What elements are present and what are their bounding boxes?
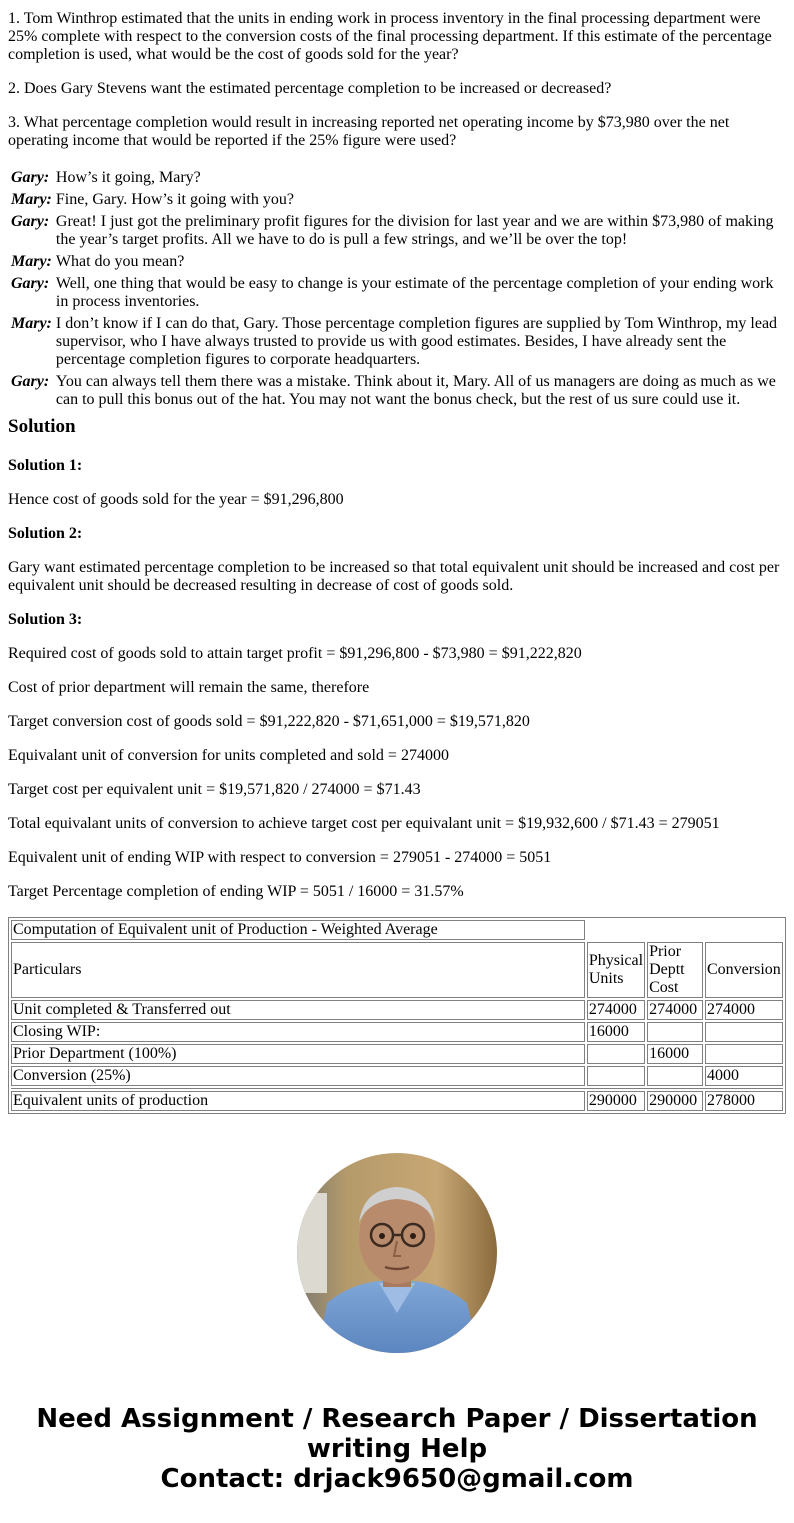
speaker-name: Gary: [11, 275, 50, 292]
speaker-name: Mary: [11, 315, 52, 332]
dialogue-line [10, 168, 784, 188]
solution-3-line: Required cost of goods sold to attain target profit = $91,296,800 - $73,980 = $91,222,820 [8, 645, 582, 662]
speaker-name: Gary: [11, 169, 50, 186]
contact-email: Contact: drjack9650@gmail.com [160, 1464, 634, 1494]
table-cell: 274000 [705, 1000, 783, 1020]
table-cell: 274000 [587, 1000, 645, 1020]
dialogue-text: Fine, Gary. How’s it going with you? [55, 191, 294, 208]
solution-2-text: Gary want estimated percentage completion to be increased so that total equivalent unit should be increased and cost per equivalent unit should be decreased resulting in decrease of cost of goods sold. [8, 559, 780, 594]
help-advertisement [0, 1404, 794, 1494]
dialogue-text: What do you mean? [55, 253, 185, 270]
question-1: 1. Tom Winthrop estimated that the units in ending work in process inventory in the final processing department were 25% complete with respect to the conversion costs of the final processing department. If this estimate of the percentage completion is used, what would be the cost of goods sold for the year? [8, 10, 772, 63]
table-cell: 4000 [705, 1066, 783, 1086]
solution-1-text: Hence cost of goods sold for the year = $91,296,800 [8, 491, 344, 508]
table-row [11, 1000, 783, 1020]
solution-2-title: Solution 2: [8, 525, 83, 542]
table-title-row [11, 920, 783, 940]
table-cell: 16000 [647, 1044, 703, 1064]
dialogue-text: How’s it going, Mary? [55, 169, 201, 186]
table-cell: Prior Department (100%) [11, 1044, 585, 1064]
speaker-name: Mary: [11, 191, 52, 208]
table-cell: 290000 [647, 1091, 703, 1111]
author-photo [297, 1153, 497, 1353]
dialogue-line [10, 274, 784, 312]
table-cell: Conversion (25%) [11, 1066, 585, 1086]
ad-line: writing Help [306, 1434, 488, 1464]
table-row [11, 1066, 783, 1086]
column-header: Physical Units [587, 942, 645, 998]
speaker-name: Gary: [11, 213, 50, 230]
table-header-row [11, 942, 783, 998]
speaker-name: Gary: [11, 373, 50, 390]
solution-3-line: Cost of prior department will remain the same, therefore [8, 679, 370, 696]
question-2: 2. Does Gary Stevens want the estimated percentage completion to be increased or decreased? [8, 80, 612, 97]
question-3: 3. What percentage completion would result in increasing reported net operating income by $73,980 over the net operating income that would be reported if the 25% figure were used? [8, 114, 730, 149]
solution-3-line: Target cost per equivalent unit = $19,571,820 / 274000 = $71.43 [8, 781, 421, 798]
avatar [297, 1153, 497, 1353]
solution-1-title: Solution 1: [8, 457, 83, 474]
column-header: Conversion [705, 942, 783, 998]
table-cell [587, 1044, 645, 1064]
table-cell: Closing WIP: [11, 1022, 585, 1042]
table-cell: Equivalent units of production [11, 1091, 585, 1111]
dialogue-text: Great! I just got the preliminary profit figures for the division for last year and we are within $73,980 of making the year’s target profits. All we have to do is pull a few strings, and we’ll be over the top! [55, 213, 774, 248]
table-row [11, 1022, 783, 1042]
dialogue-line [10, 252, 784, 272]
dialogue-text: You can always tell them there was a mistake. Think about it, Mary. All of us managers are doing as much as we can to pull this bonus out of the hat. You may not want the bonus check, but the rest of us sure could use it. [55, 373, 776, 408]
column-header: Prior Deptt Cost [647, 942, 703, 998]
table-cell: 274000 [647, 1000, 703, 1020]
table-cell: 290000 [587, 1091, 645, 1111]
table-cell [647, 1022, 703, 1042]
solution-heading: Solution [8, 416, 76, 437]
solution-3-title: Solution 3: [8, 611, 83, 628]
table-cell [647, 1066, 703, 1086]
dialogue-line [10, 314, 784, 370]
table-cell: 278000 [705, 1091, 783, 1111]
solution-3-line: Equivalent unit of ending WIP with respect to conversion = 279051 - 274000 = 5051 [8, 849, 552, 866]
dialogue-table [8, 166, 786, 412]
table-cell: 16000 [587, 1022, 645, 1042]
solution-3-line: Target Percentage completion of ending WIP = 5051 / 16000 = 31.57% [8, 883, 464, 900]
solution-3-line: Equivalant unit of conversion for units completed and sold = 274000 [8, 747, 449, 764]
table-spacer-row [11, 1088, 783, 1089]
table-cell [705, 1044, 783, 1064]
dialogue-line [10, 212, 784, 250]
table-cell [587, 1066, 645, 1086]
dialogue-text: Well, one thing that would be easy to change is your estimate of the percentage completion of your ending work in process inventories. [55, 275, 774, 310]
dialogue-text: I don’t know if I can do that, Gary. Those percentage completion figures are supplied by Tom Winthrop, my lead supervisor, who I have always trusted to provide us with good estimates. Besides, I have already sent the percentage completion figures to corporate headquarters. [55, 315, 778, 368]
dialogue-line [10, 190, 784, 210]
speaker-name: Mary: [11, 253, 52, 270]
column-header: Particulars [11, 942, 585, 998]
table-title: Computation of Equivalent unit of Production - Weighted Average [11, 920, 585, 940]
equivalent-units-table [8, 917, 786, 1114]
ad-line: Need Assignment / Research Paper / Dissertation [36, 1404, 758, 1434]
solution-3-line: Total equivalant units of conversion to achieve target cost per equivalant unit = $19,932,600 / $71.43 = 279051 [8, 815, 720, 832]
table-cell: Unit completed & Transferred out [11, 1000, 585, 1020]
table-total-row [11, 1091, 783, 1111]
solution-3-line: Target conversion cost of goods sold = $91,222,820 - $71,651,000 = $19,571,820 [8, 713, 530, 730]
table-cell [705, 1022, 783, 1042]
dialogue-line [10, 372, 784, 410]
table-row [11, 1044, 783, 1064]
